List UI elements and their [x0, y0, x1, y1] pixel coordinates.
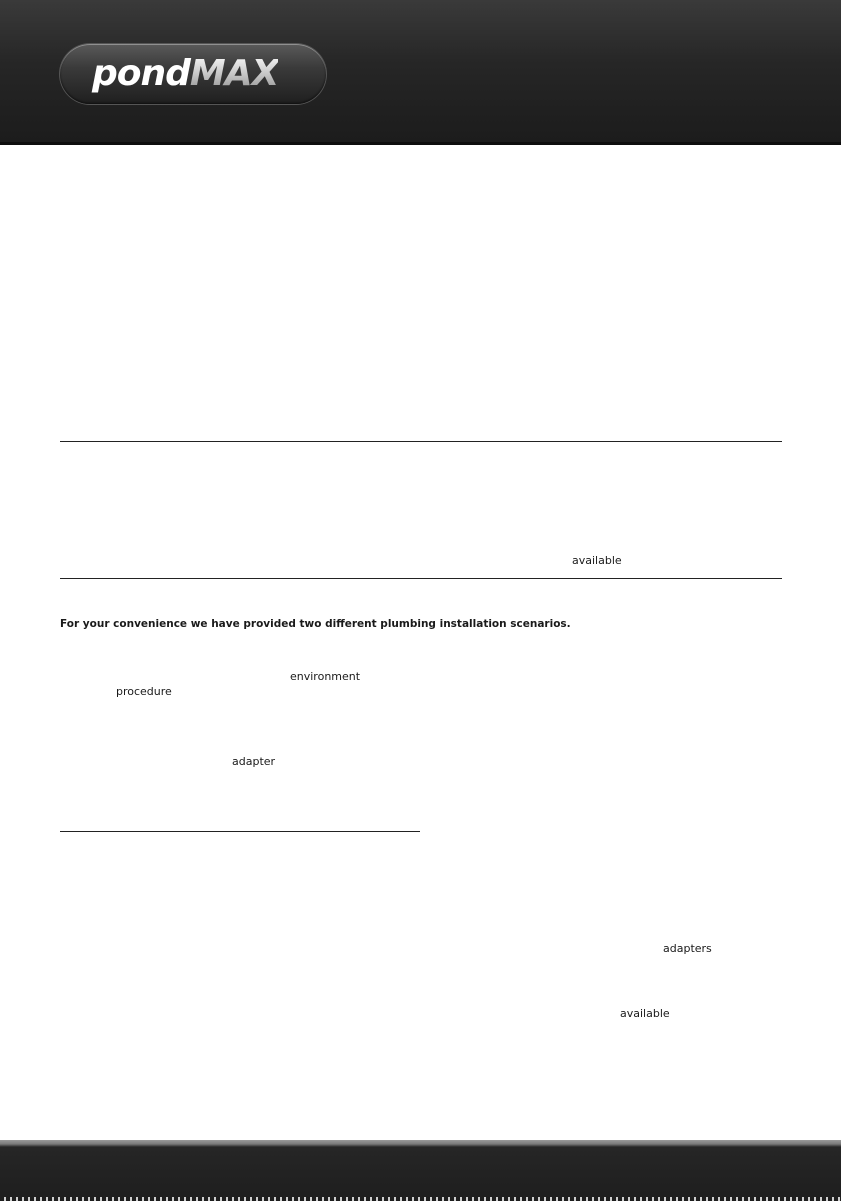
- word-environment: environment: [290, 670, 361, 683]
- footer-dotted-edge: [0, 1197, 841, 1201]
- word-adapter: adapter: [232, 755, 276, 768]
- intro-sentence: For your convenience we have provided two different plumbing installation scenarios.: [60, 618, 571, 630]
- word-available-1: available: [572, 554, 622, 567]
- section-divider-middle: [60, 578, 782, 579]
- word-procedure: procedure: [116, 685, 172, 698]
- word-available-2: available: [620, 1007, 670, 1020]
- section-divider-top: [60, 441, 782, 442]
- logo-max-text: MAX: [189, 53, 279, 94]
- header-bar: [0, 0, 841, 145]
- word-adapters: adapters: [663, 942, 712, 955]
- logo-pond-text: pond: [92, 53, 190, 94]
- footer-bar: [0, 1140, 841, 1201]
- section-divider-short: [60, 831, 420, 832]
- pondmax-logo: [92, 50, 278, 98]
